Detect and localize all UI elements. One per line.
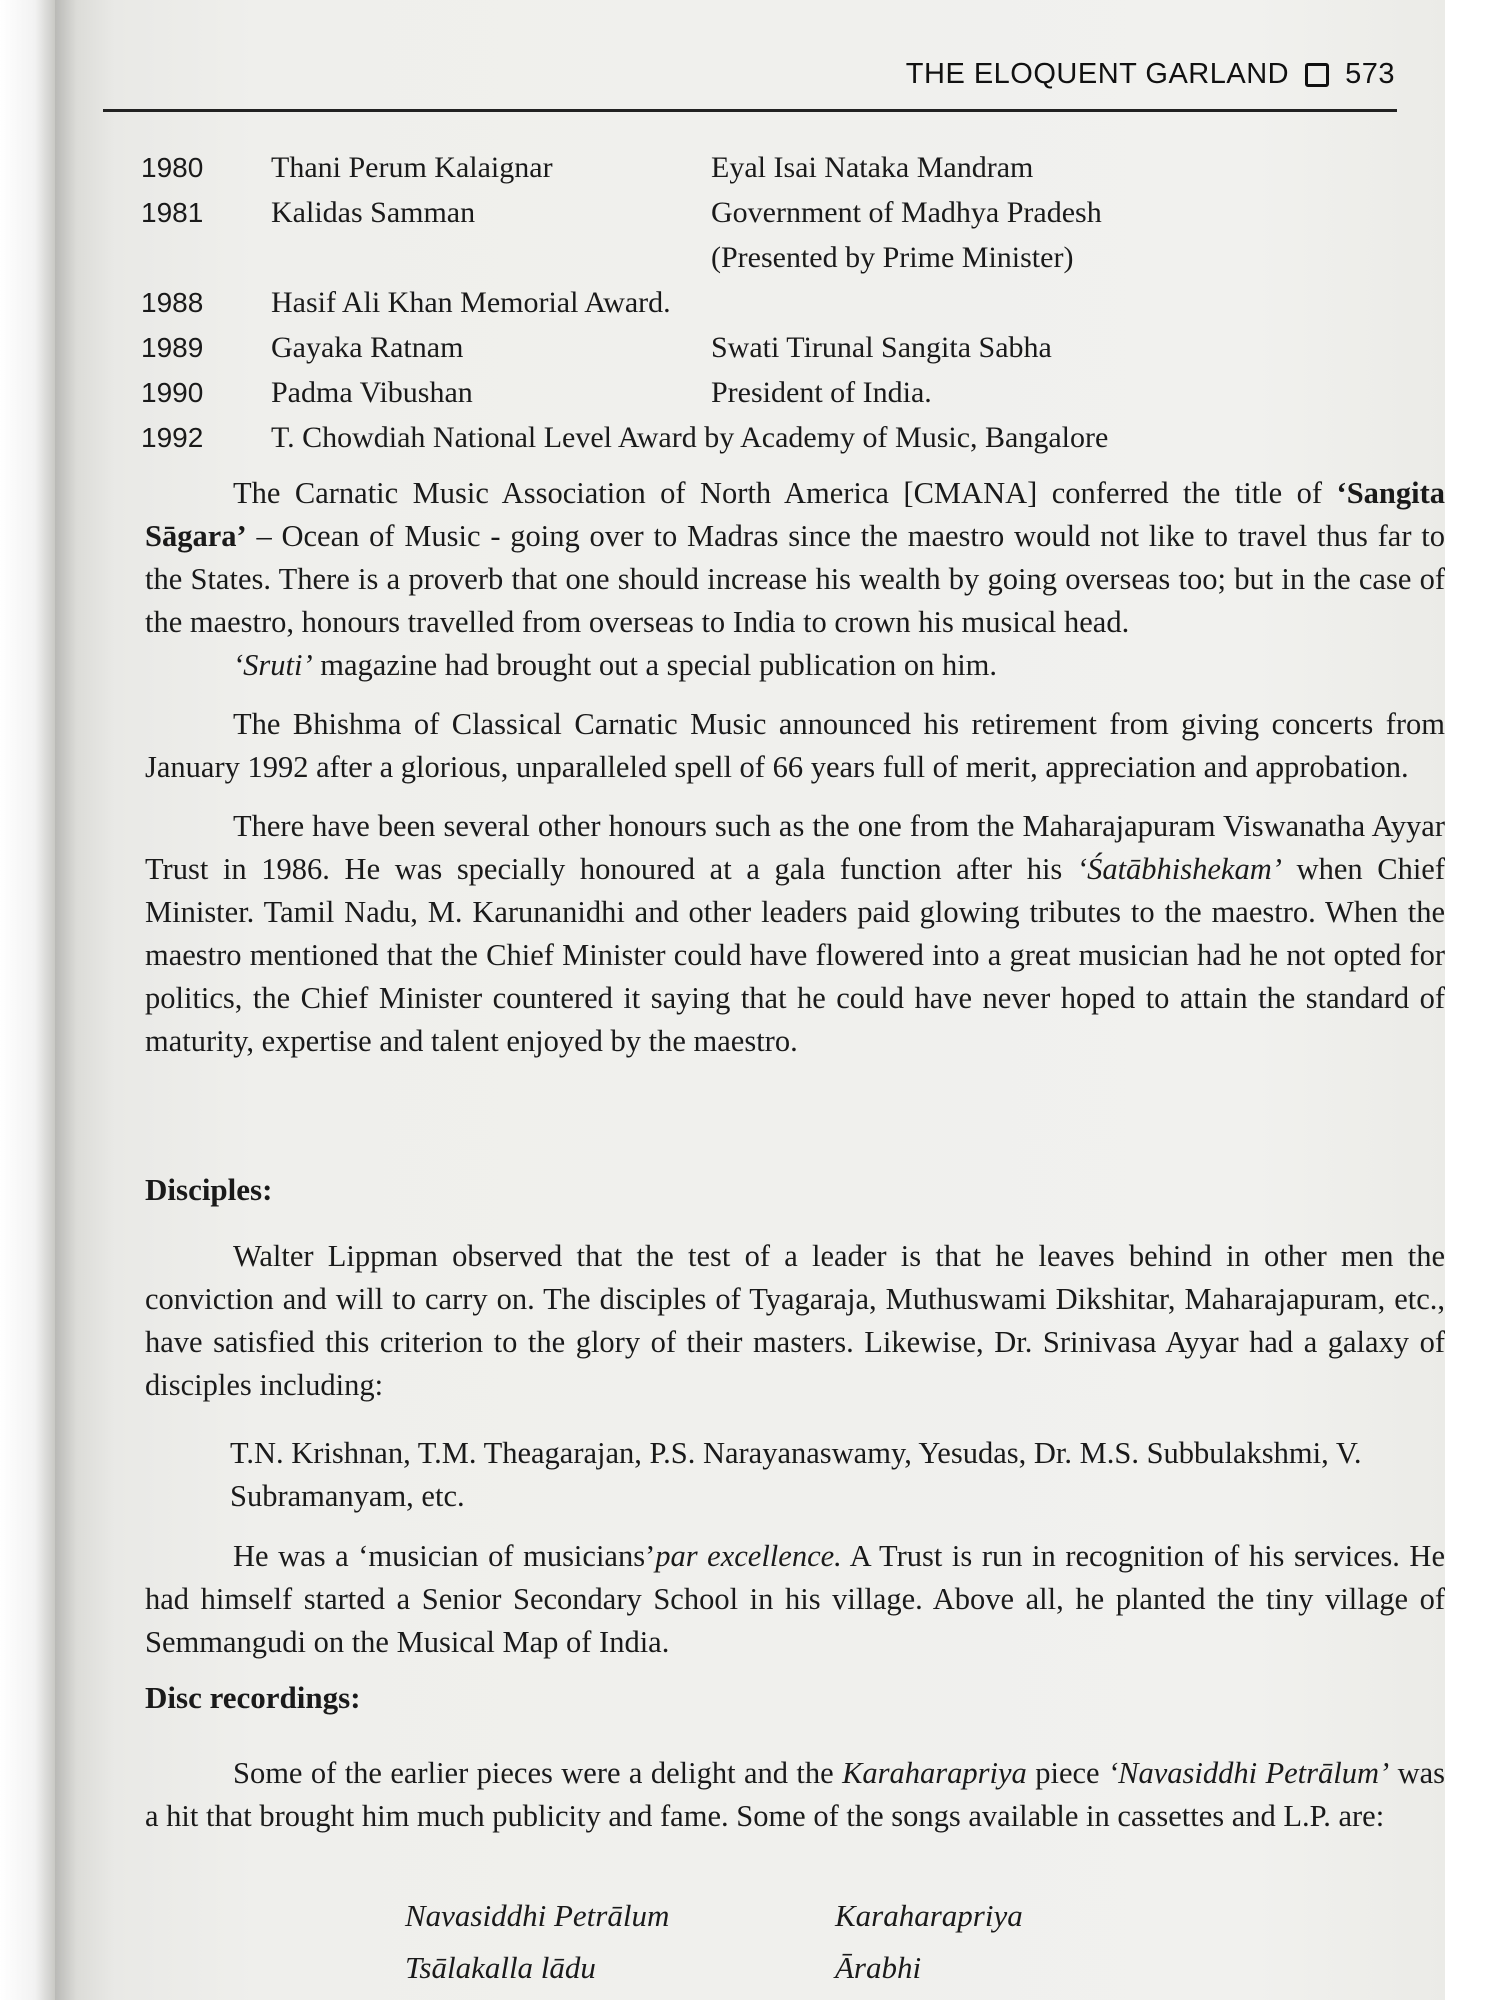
cmana-text-rest: – Ocean of Music - going over to Madras since the maestro would not like to travel thus far to the States. There is a proverb that one should increase his wealth by going overseas too; but in the case of the maestro, honours travelled from overseas to India to crown his musical head.: [145, 519, 1445, 639]
running-header: [906, 58, 1395, 91]
disciples-names: T.N. Krishnan, T.M. Theagarajan, P.S. Narayanaswamy, Yesudas, Dr. M.S. Subbulakshmi, V. Subramanyam, etc.: [230, 1436, 1362, 1513]
award-year: 1981: [141, 197, 204, 228]
award-name: Padma Vibushan: [271, 376, 473, 409]
award-row: [141, 190, 1391, 235]
song-raga: Karaharapriya: [835, 1898, 1023, 1933]
songs-list: [405, 1890, 1265, 1994]
song-raga: Ārabhi: [835, 1950, 922, 1985]
award-body: Government of Madhya Pradesh: [711, 196, 1102, 229]
award-name: T. Chowdiah National Level Award by Academy of Music, Bangalore: [271, 421, 1109, 454]
disc-text-start: Some of the earlier pieces were a delight and the: [233, 1756, 843, 1790]
song-title: Navasiddhi Petrālum: [405, 1898, 670, 1933]
disc-heading: Disc recordings:: [145, 1680, 361, 1715]
awards-list: [141, 145, 1391, 460]
page-gutter-shadow: [0, 0, 55, 2000]
cmana-title: ‘Sangita Sāgara’: [145, 476, 1445, 553]
award-year: [141, 235, 271, 280]
musician-text: [145, 1535, 1445, 1664]
award-year: 1989: [141, 332, 204, 363]
paragraph-cmana: [145, 472, 1445, 644]
award-row: [141, 145, 1391, 190]
sruti-title: ‘Sruti’: [233, 648, 313, 682]
disc-text-mid: piece: [1026, 1756, 1108, 1790]
award-year: 1992: [141, 422, 204, 453]
page-number: 573: [1345, 58, 1395, 90]
cmana-text: The Carnatic Music Association of North America [CMANA] conferred the title of: [233, 476, 1337, 510]
musician-text-rest: A Trust is run in recognition of his services. He had himself started a Senior Secondary School in his village. Above all, he planted the tiny village of Semmangudi on the Musical Map of India.: [145, 1539, 1445, 1659]
award-year: 1988: [141, 287, 204, 318]
award-name: Kalidas Samman: [271, 196, 476, 229]
musician-paragraph: [145, 1535, 1445, 1664]
header-rule: [103, 109, 1397, 112]
disc-paragraph: [145, 1752, 1445, 1838]
song-row: [405, 1890, 1265, 1942]
disciples-paragraph: [145, 1235, 1445, 1407]
song-row: [405, 1942, 1265, 1994]
honours-text: There have been several other honours such as the one from the Maharajapuram Viswanatha Ayyar Trust in 1986. He was specially honoured at a gala function after his: [145, 809, 1445, 886]
award-name: [271, 235, 711, 280]
paragraph-honours: [145, 805, 1445, 1063]
paragraph-sruti: [145, 644, 1445, 687]
honours-text-rest: when Chief Minister. Tamil Nadu, M. Karunanidhi and other leaders paid glowing tributes to the maestro. When the maestro mentioned that the Chief Minister could have flowered into a great musician had he not opted for politics, the Chief Minister countered it saying that he could have never hoped to attain the standard of maturity, expertise and talent enjoyed by the maestro.: [145, 852, 1445, 1058]
musician-text-start: He was a ‘musician of musicians’: [233, 1539, 656, 1573]
award-row: [141, 415, 1391, 460]
disc-text-rest: was a hit that brought him much publicity and fame. Some of the songs available in cassettes and L.P. are:: [145, 1756, 1445, 1833]
award-year: 1990: [141, 377, 204, 408]
song-title: Tsālakalla lādu: [405, 1950, 596, 1985]
award-name: Gayaka Ratnam: [271, 331, 464, 364]
disc-text: [145, 1752, 1445, 1838]
header-title: THE ELOQUENT GARLAND: [905, 58, 1290, 90]
header-box-icon: [1305, 63, 1329, 87]
award-row: [141, 325, 1391, 370]
award-row: [141, 235, 1391, 280]
honours-term: ‘Śatābhishekam’: [1076, 852, 1282, 886]
award-row: [141, 370, 1391, 415]
body-text-upper: [145, 472, 1445, 1063]
par-excellence: par excellence.: [655, 1539, 842, 1573]
paragraph-bhishma: The Bhishma of Classical Carnatic Music announced his retirement from giving concerts from January 1992 after a glorious, unparalleled spell of 66 years full of merit, appreciation and approbation.: [145, 707, 1445, 784]
sruti-text: magazine had brought out a special publication on him.: [312, 648, 998, 682]
award-body: Swati Tirunal Sangita Sabha: [711, 331, 1052, 364]
award-body: President of India.: [711, 376, 932, 409]
award-year: 1980: [141, 152, 204, 183]
disciples-text: Walter Lippman observed that the test of a leader is that he leaves behind in other men the conviction and will to carry on. The disciples of Tyagaraja, Muthuswami Dikshitar, Maharajapuram, etc., have satisfied this criterion to the glory of their masters. Likewise, Dr. Srinivasa Ayyar had a galaxy of disciples including:: [145, 1239, 1445, 1402]
award-name: Thani Perum Kalaignar: [271, 151, 553, 184]
award-body: Eyal Isai Nataka Mandram: [711, 151, 1034, 184]
disciples-heading: Disciples:: [145, 1172, 273, 1207]
book-page: [55, 0, 1445, 2000]
disc-title: ‘Navasiddhi Petrālum’: [1107, 1756, 1390, 1790]
award-row: [141, 280, 1391, 325]
award-body: (Presented by Prime Minister): [711, 241, 1074, 274]
disc-raga: Karaharapriya: [842, 1756, 1027, 1790]
award-name: Hasif Ali Khan Memorial Award.: [271, 286, 671, 319]
